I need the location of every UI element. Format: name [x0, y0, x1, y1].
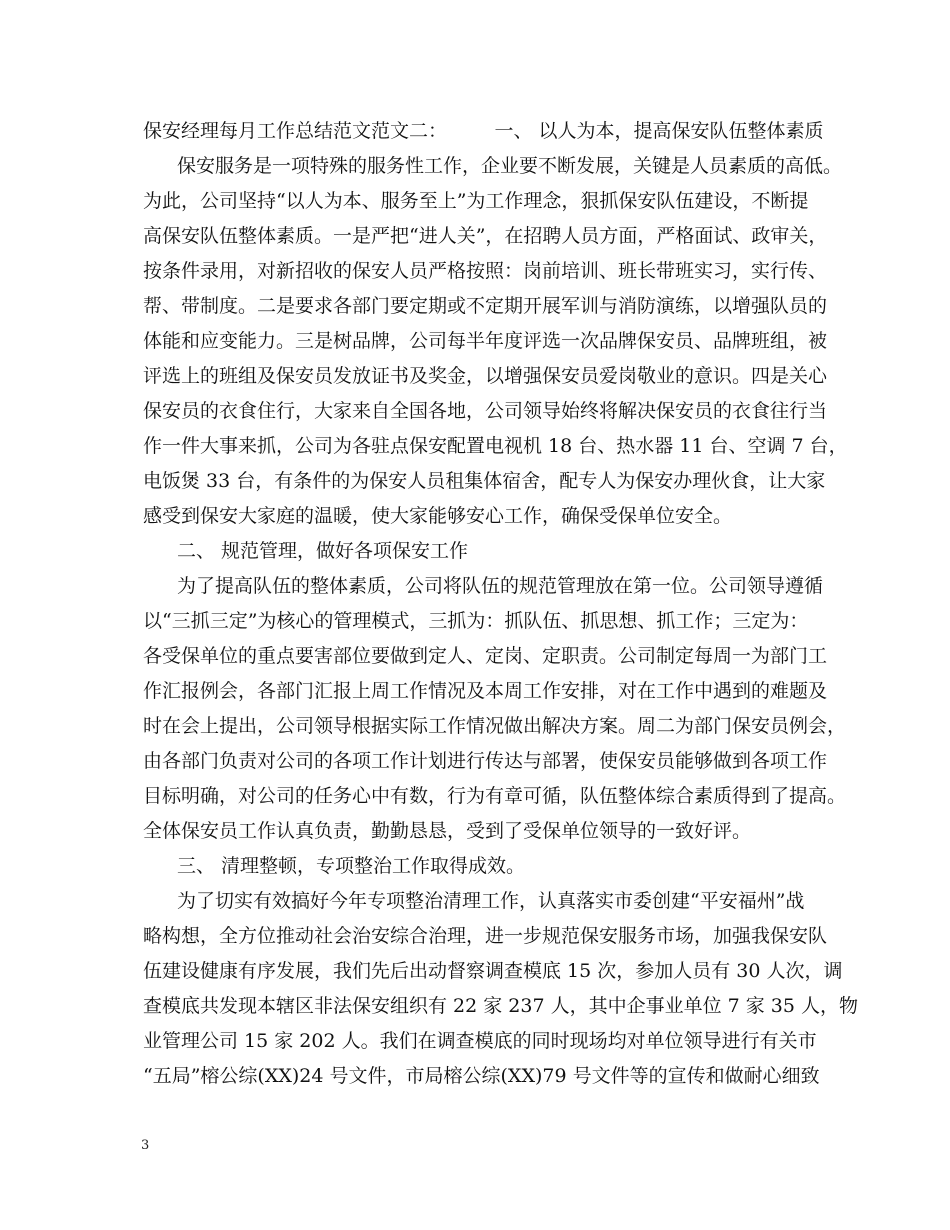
section-heading-2: 二、 规范管理，做好各项保安工作: [177, 540, 469, 562]
document-heading-line: 保安经理每月工作总结范文范文二： 一、 以人为本，提高保安队伍整体素质: [143, 120, 824, 142]
paragraph-line: 作汇报例会，各部门汇报上周工作情况及本周工作安排，对在工作中遇到的难题及: [143, 680, 828, 702]
paragraph-line: 以“三抓三定”为核心的管理模式，三抓为：抓队伍、抓思想、抓工作；三定为：: [143, 610, 809, 632]
paragraph-line: 为此，公司坚持“以人为本、服务至上”为工作理念，狠抓保安队伍建设，不断提: [143, 190, 809, 212]
paragraph-line: 为了提高队伍的整体素质，公司将队伍的规范管理放在第一位。公司领导遵循: [177, 575, 824, 597]
paragraph-line: 体能和应变能力。三是树品牌，公司每半年度评选一次品牌保安员、品牌班组，被: [143, 330, 828, 352]
paragraph-line: 各受保单位的重点要害部位要做到定人、定岗、定职责。公司制定每周一为部门工: [143, 645, 828, 667]
paragraph-line: 感受到保安大家庭的温暖，使大家能够安心工作，确保受保单位安全。: [143, 505, 733, 527]
paragraph-line: “五局”榕公综(XX)24 号文件，市局榕公综(XX)79 号文件等的宣传和做耐心细致: [143, 1065, 820, 1087]
section-heading-3: 三、 清理整顿，专项整治工作取得成效。: [177, 855, 526, 877]
paragraph-line: 电饭煲 33 台，有条件的为保安人员租集体宿舍，配专人为保安办理伙食，让大家: [143, 470, 826, 492]
paragraph-line: 伍建设健康有序发展，我们先后出动督察调查模底 15 次，参加人员有 30 人次，调: [143, 960, 843, 982]
page-number: 3: [141, 1138, 150, 1153]
paragraph-line: 时在会上提出，公司领导根据实际工作情况做出解决方案。周二为部门保安员例会，: [143, 715, 847, 737]
paragraph-line: 作一件大事来抓，公司为各驻点保安配置电视机 18 台、热水器 11 台、空调 7 台，: [143, 435, 848, 457]
paragraph-line: 按条件录用，对新招收的保安人员严格按照：岗前培训、班长带班实习，实行传、: [143, 260, 828, 282]
paragraph-line: 评选上的班组及保安员发放证书及奖金，以增强保安员爱岗敬业的意识。四是关心: [143, 365, 828, 387]
paragraph-line: 保安服务是一项特殊的服务性工作，企业要不断发展，关键是人员素质的高低。: [177, 155, 843, 177]
paragraph-line: 由各部门负责对公司的各项工作计划进行传达与部署，使保安员能够做到各项工作: [143, 750, 828, 772]
paragraph-line: 全体保安员工作认真负责，勤勤恳恳，受到了受保单位领导的一致好评。: [143, 820, 752, 842]
paragraph-line: 略构想，全方位推动社会治安综合治理，进一步规范保安服务市场，加强我保安队: [143, 925, 828, 947]
paragraph-line: 业管理公司 15 家 202 人。我们在调查模底的同时现场均对单位领导进行有关市: [143, 1030, 817, 1052]
paragraph-line: 查模底共发现本辖区非法保安组织有 22 家 237 人，其中企事业单位 7 家 35 人，物: [143, 995, 859, 1017]
paragraph-line: 高保安队伍整体素质。一是严把“进人关”，在招聘人员方面，严格面试、政审关，: [143, 225, 828, 247]
paragraph-line: 为了切实有效搞好今年专项整治清理工作，认真落实市委创建“平安福州”战: [177, 890, 805, 912]
paragraph-line: 目标明确，对公司的任务心中有数，行为有章可循，队伍整体综合素质得到了提高。: [143, 785, 847, 807]
paragraph-line: 帮、带制度。二是要求各部门要定期或不定期开展军训与消防演练，以增强队员的: [143, 295, 828, 317]
paragraph-line: 保安员的衣食住行，大家来自全国各地，公司领导始终将解决保安员的衣食往行当: [143, 400, 828, 422]
